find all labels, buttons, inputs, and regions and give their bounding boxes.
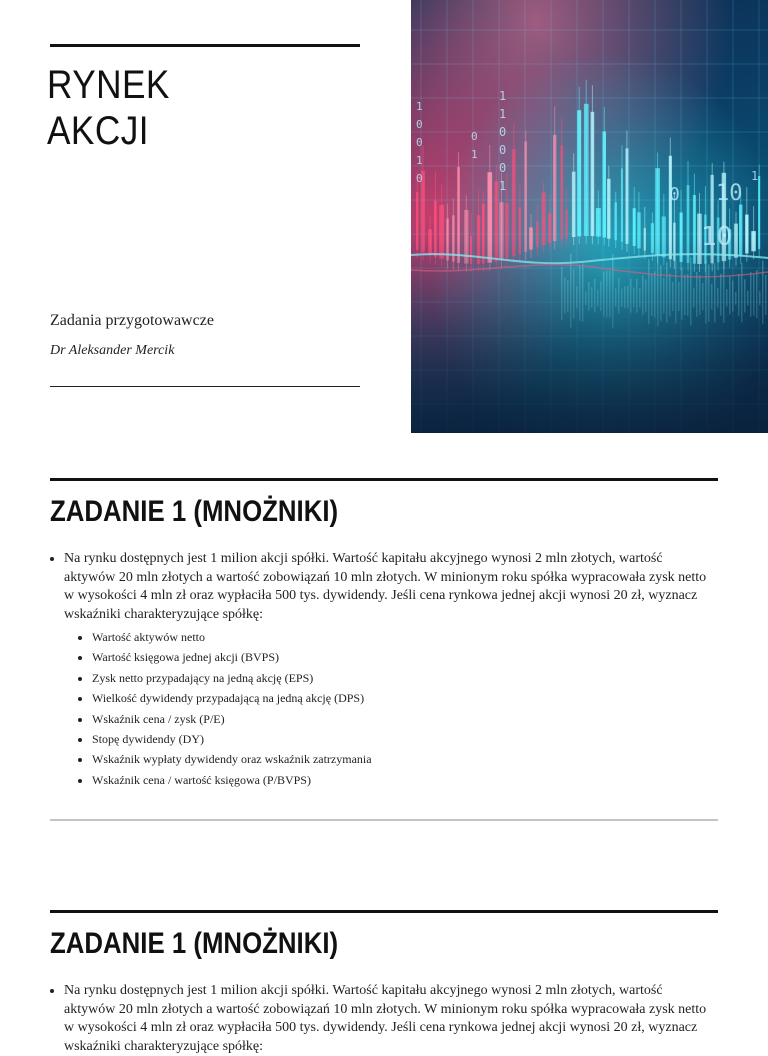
slide-content: [50, 550, 710, 790]
slide-top-rule: [50, 478, 718, 481]
stock-chart-illustration: [411, 0, 768, 433]
sub-bullet-item: • Wskaźnik cena / wartość księgowa (P/BVPS): [92, 770, 710, 790]
sub-bullet-item: • Stopę dywidendy (DY): [92, 729, 710, 749]
sub-bullet-item: • Wielkość dywidendy przypadającą na jedną akcję (DPS): [92, 688, 710, 708]
sub-bullet-item: • Zysk netto przypadający na jedną akcję (EPS): [92, 668, 710, 688]
exercise-slide: [0, 440, 768, 830]
title-line-1: RYNEK: [47, 63, 170, 107]
presentation-subtitle: Zadania przygotowawcze: [50, 312, 214, 329]
sub-bullet-item: • Wskaźnik cena / zysk (P/E): [92, 709, 710, 729]
sub-bullet-item: • Wartość księgowa jednej akcji (BVPS): [92, 647, 710, 667]
stock-market-hero-image: [411, 0, 768, 433]
title-bottom-rule: [50, 386, 360, 387]
slide-top-rule: [50, 910, 718, 913]
exercise-description: Na rynku dostępnych jest 1 milion akcji spółki. Wartość kapitału akcyjnego wynosi 2 mln złotych, wartość aktywów 20 mln złotych a wartość zobowiązań 10 mln złotych. W minionym roku spółka wypracowała zysk netto w wysokości 4 mln zł oraz wypłaciła 500 tys. dywidendy. Jeśli cena rynkowa jednej akcji wynosi 20 zł, wyznacz wskaźniki charakteryzujące spółkę:: [64, 983, 707, 1054]
sub-bullet-item: • Wartość aktywów netto: [92, 627, 710, 647]
exercise-slide: [0, 872, 768, 1054]
presentation-author: Dr Aleksander Mercik: [50, 343, 175, 358]
slide-content: [50, 982, 710, 1056]
slide-title: ZADANIE 1 (MNOŻNIKI): [50, 927, 339, 960]
sub-bullet-item: • Wskaźnik wypłaty dywidendy oraz wskaźnik zatrzymania: [92, 749, 710, 769]
exercise-description: Na rynku dostępnych jest 1 milion akcji spółki. Wartość kapitału akcyjnego wynosi 2 mln złotych, wartość aktywów 20 mln złotych a wartość zobowiązań 10 mln złotych. W minionym roku spółka wypracowała zysk netto w wysokości 4 mln zł oraz wypłaciła 500 tys. dywidendy. Jeśli cena rynkowa jednej akcji wynosi 20 zł, wyznacz wskaźniki charakteryzujące spółkę:: [64, 551, 707, 622]
title-line-2: AKCJI: [47, 109, 149, 153]
slide-bottom-rule: [50, 819, 718, 821]
bullet-item: [64, 982, 710, 1056]
title-top-rule: [50, 44, 360, 47]
sub-bullet-list: [64, 627, 710, 790]
main-bullet-list: [50, 982, 710, 1056]
slide-title: ZADANIE 1 (MNOŻNIKI): [50, 495, 339, 528]
presentation-title: [47, 62, 170, 154]
main-bullet-list: [50, 550, 710, 790]
title-slide: [0, 0, 768, 433]
bullet-item: [64, 550, 710, 790]
